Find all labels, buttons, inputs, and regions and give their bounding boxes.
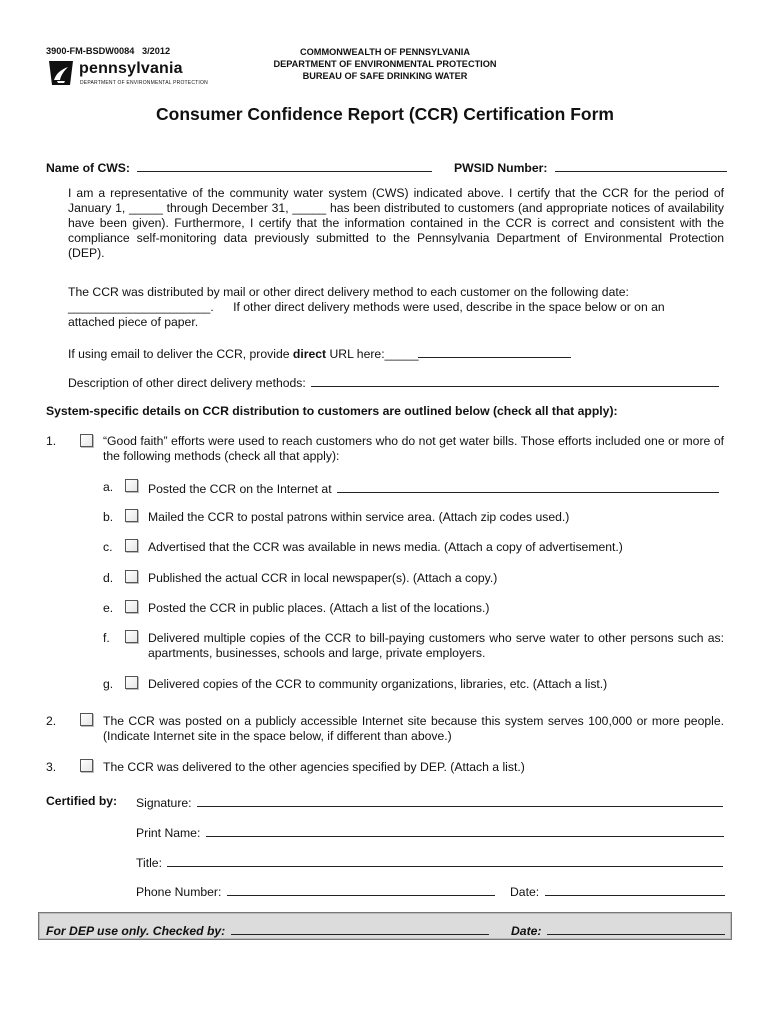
agency-header: [240, 46, 530, 82]
sub-b-checkbox[interactable]: [125, 509, 138, 522]
print-name-field[interactable]: [206, 824, 724, 837]
signature-label: Signature:: [136, 796, 192, 810]
item-3-text: The CCR was delivered to the other agencies specified by DEP. (Attach a list.): [103, 760, 525, 774]
pwsid-row: [454, 159, 727, 175]
logo-subtitle: DEPARTMENT OF ENVIRONMENTAL PROTECTION: [80, 80, 208, 86]
phone-field[interactable]: [227, 883, 495, 896]
sub-a-letter: a.: [103, 480, 114, 494]
item-2-text: The CCR was posted on a publicly accessible Internet site because this system serves 100,000 or more people. (Indicate Internet site in the space below, if different than above.): [103, 714, 724, 743]
distribution-line-3: attached piece of paper.: [68, 315, 199, 329]
pwsid-field[interactable]: [555, 159, 727, 172]
item-1-number: 1.: [46, 434, 57, 448]
certified-by-label: Certified by:: [46, 794, 118, 808]
sub-b-letter: b.: [103, 510, 114, 524]
dep-checked-label: For DEP use only. Checked by:: [46, 924, 226, 938]
agency-line-2: DEPARTMENT OF ENVIRONMENTAL PROTECTION: [273, 59, 497, 69]
sub-g-checkbox[interactable]: [125, 676, 138, 689]
sub-c-checkbox[interactable]: [125, 539, 138, 552]
sub-f-checkbox[interactable]: [125, 630, 138, 643]
item-2-checkbox[interactable]: [80, 713, 93, 726]
phone-row: [136, 883, 495, 899]
distribution-date-blank[interactable]: _____________________.: [68, 300, 214, 314]
sub-f-text: Delivered multiple copies of the CCR to bill-paying customers who serve water to other persons such as: apartments, businesses, schools and large, private employers.: [148, 631, 724, 660]
name-of-cws-field[interactable]: [137, 159, 432, 172]
dep-use-box: [38, 912, 732, 940]
email-url-row: [68, 345, 571, 361]
sub-e-text: Posted the CCR in public places. (Attach a list of the locations.): [148, 601, 490, 615]
sub-c-text: Advertised that the CCR was available in news media. (Attach a copy of advertisement.): [148, 540, 623, 554]
sub-g-letter: g.: [103, 677, 114, 691]
sub-d-letter: d.: [103, 571, 114, 585]
distribution-line-2: [68, 300, 665, 314]
logo-wordmark: pennsylvania: [79, 60, 183, 77]
sub-a-checkbox[interactable]: [125, 479, 138, 492]
item-3-number: 3.: [46, 760, 57, 774]
form-code: 3900-FM-BSDW0084 3/2012: [46, 46, 171, 56]
agency-line-3: BUREAU OF SAFE DRINKING WATER: [302, 71, 468, 81]
certify-paragraph: I am a representative of the community water system (CWS) indicated above. I certify that the CCR for the period of January 1, _____ through December 31, _____ has been distributed to customers (and appropriate notices of availability have been given). Furthermore, I certify that the information contained in the CCR is correct and consistent with the compliance self-monitoring data previously submitted to the Pennsylvania Department of Environmental Protection (DEP).: [68, 186, 724, 260]
page-title: Consumer Confidence Report (CCR) Certification Form: [156, 104, 614, 124]
sub-a-text: Posted the CCR on the Internet at: [148, 482, 332, 496]
name-of-cws-row: [46, 159, 432, 175]
item-3-checkbox[interactable]: [80, 759, 93, 772]
email-label-pre: If using email to deliver the CCR, provide: [68, 347, 293, 361]
sub-b-text: Mailed the CCR to postal patrons within service area. (Attach zip codes used.): [148, 510, 570, 524]
sub-f-letter: f.: [103, 631, 110, 645]
item-1-checkbox[interactable]: [80, 434, 93, 447]
signature-field[interactable]: [197, 794, 723, 807]
email-label-bold: direct: [292, 347, 327, 361]
sub-d-text: Published the actual CCR in local newspaper(s). (Attach a copy.): [148, 571, 498, 585]
sub-a-row: [148, 480, 719, 496]
sub-d-checkbox[interactable]: [125, 570, 138, 583]
item-1-text: “Good faith” efforts were used to reach customers who do not get water bills. Those efforts included one or more of the following methods (check all that apply):: [103, 434, 724, 463]
email-label-post: URL here:_____: [326, 347, 419, 361]
sub-e-checkbox[interactable]: [125, 600, 138, 613]
email-url-field[interactable]: [418, 345, 571, 358]
item-2-number: 2.: [46, 714, 57, 728]
pwsid-label: PWSID Number:: [454, 161, 548, 175]
title-field[interactable]: [167, 854, 723, 867]
print-name-row: [136, 824, 724, 840]
title-row: [136, 854, 723, 870]
dep-checked-field[interactable]: [231, 922, 489, 935]
phone-label: Phone Number:: [136, 885, 222, 899]
pa-logo: [46, 58, 208, 90]
description-field[interactable]: [311, 374, 719, 387]
internet-url-field[interactable]: [337, 480, 719, 493]
distribution-line-2-text: If other direct delivery methods were used, describe in the space below or on an: [233, 300, 665, 314]
keystone-icon: [46, 58, 76, 88]
dep-date-label: Date:: [511, 924, 542, 938]
sub-g-text: Delivered copies of the CCR to community organizations, libraries, etc. (Attach a list.): [148, 677, 608, 691]
print-name-label: Print Name:: [136, 826, 201, 840]
dep-checked-row: [46, 922, 489, 938]
dep-date-row: [511, 922, 725, 938]
sub-c-letter: c.: [103, 540, 113, 554]
sub-e-letter: e.: [103, 601, 114, 615]
date-row: [510, 883, 725, 899]
description-row: [68, 374, 719, 390]
description-label: Description of other direct delivery methods:: [68, 376, 306, 390]
dep-date-field[interactable]: [547, 922, 725, 935]
section-heading: System-specific details on CCR distribution to customers are outlined below (check all that apply):: [46, 404, 618, 418]
distribution-line-1: The CCR was distributed by mail or other direct delivery method to each customer on the following date:: [68, 285, 629, 299]
agency-line-1: COMMONWEALTH OF PENNSYLVANIA: [300, 47, 470, 57]
title-label: Title:: [136, 856, 162, 870]
signature-row: [136, 794, 723, 810]
name-of-cws-label: Name of CWS:: [46, 161, 130, 175]
date-label: Date:: [510, 885, 540, 899]
date-field[interactable]: [545, 883, 725, 896]
